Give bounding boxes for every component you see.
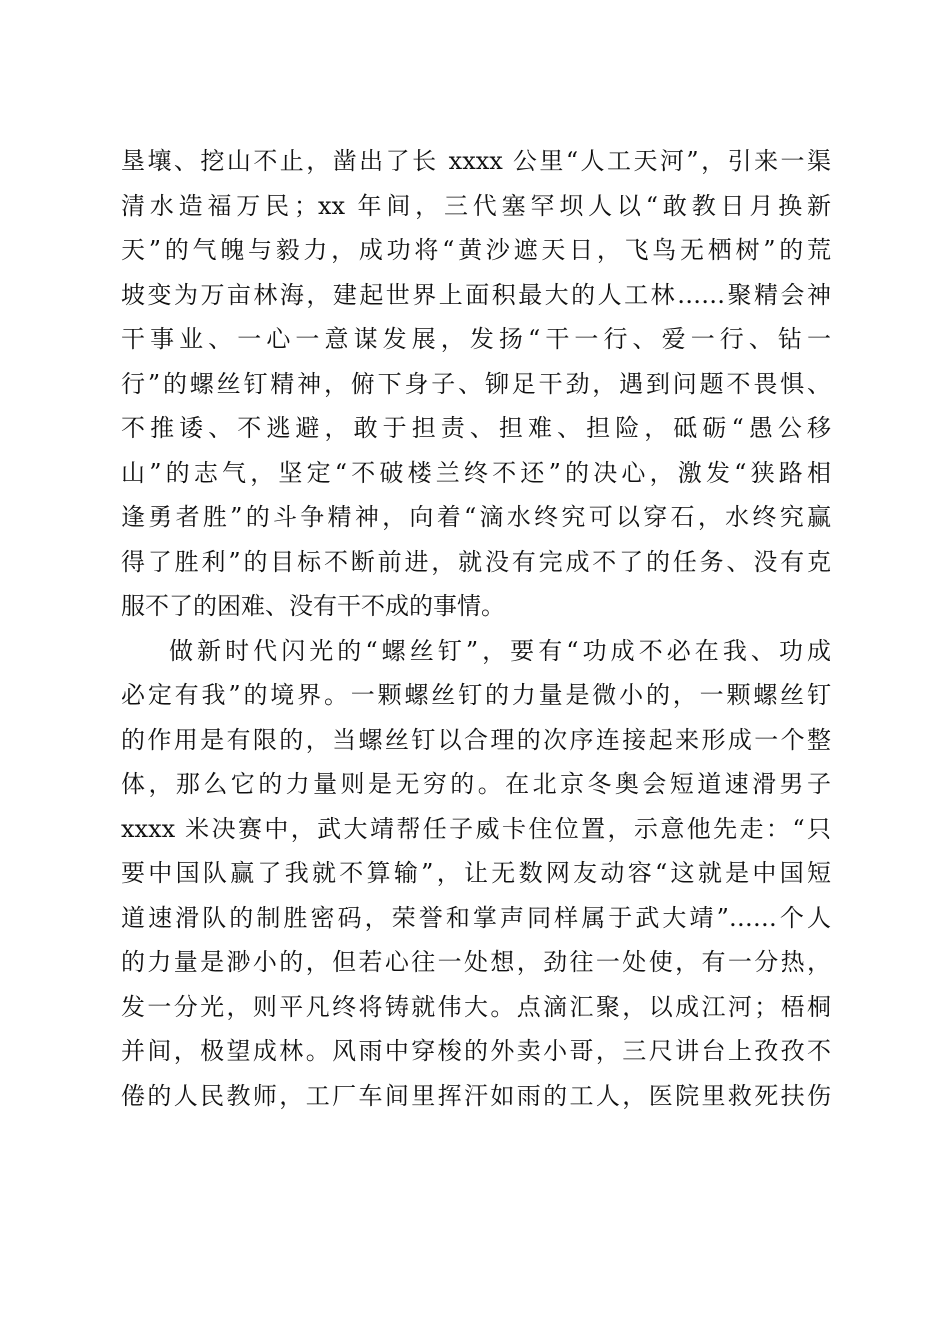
text-line: 行”的螺丝钉精神，俯下身子、铆足干劲，遇到问题不畏惧、 [121, 369, 831, 398]
text-line: 垦壤、挖山不止，凿出了长 xxxx 公里“人工天河”，引来一渠 [121, 147, 831, 175]
text-line: 倦的人民教师，工厂车间里挥汗如雨的工人，医院里救死扶伤 [121, 1081, 831, 1110]
text-line: 的力量是渺小的，但若心往一处想，劲往一处使，有一分热， [121, 948, 831, 976]
text-line: 坡变为万亩林海，建起世界上面积最大的人工林……聚精会神 [121, 280, 831, 309]
text-line: 逢勇者胜”的斗争精神，向着“滴水终究可以穿石，水终究赢 [121, 503, 831, 531]
paragraph-2 [121, 629, 831, 1119]
text-line: 得了胜利”的目标不断前进，就没有完成不了的任务、没有克 [121, 547, 831, 576]
text-line: 山”的志气，坚定“不破楼兰终不还”的决心，激发“狭路相 [121, 458, 831, 487]
text-line: 干事业、一心一意谋发展，发扬“干一行、爱一行、钻一 [121, 325, 831, 353]
text-line: 不推诿、不逃避，敢于担责、担难、担险，砥砺“愚公移 [121, 414, 831, 442]
text-line: 并间，极望成林。风雨中穿梭的外卖小哥，三尺讲台上孜孜不 [121, 1037, 831, 1065]
body-text [121, 139, 831, 1118]
text-line: 发一分光，则平凡终将铸就伟大。点滴汇聚，以成江河；梧桐 [121, 992, 831, 1021]
text-line: 要中国队赢了我就不算输”，让无数网友动容“这就是中国短 [121, 859, 831, 887]
text-line: 必定有我”的境界。一颗螺丝钉的力量是微小的，一颗螺丝钉 [121, 681, 831, 709]
text-line: 的作用是有限的，当螺丝钉以合理的次序连接起来形成一个整 [121, 725, 831, 754]
text-line: 道速滑队的制胜密码，荣誉和掌声同样属于武大靖”……个人 [121, 903, 831, 932]
text-line: 服不了的困难、没有干不成的事情。 [121, 592, 505, 620]
text-line: 天”的气魄与毅力，成功将“黄沙遮天日，飞鸟无栖树”的荒 [121, 236, 831, 264]
text-line: 清水造福万民；xx 年间，三代塞罕坝人以“敢教日月换新 [121, 191, 831, 220]
paragraph-1 [121, 139, 831, 629]
text-line: 做新时代闪光的“螺丝钉”，要有“功成不必在我、功成 [169, 636, 831, 665]
text-line: xxxx 米决赛中，武大靖帮任子威卡住位置，示意他先走：“只 [121, 814, 831, 843]
text-line: 体，那么它的力量则是无穷的。在北京冬奥会短道速滑男子 [121, 770, 831, 798]
